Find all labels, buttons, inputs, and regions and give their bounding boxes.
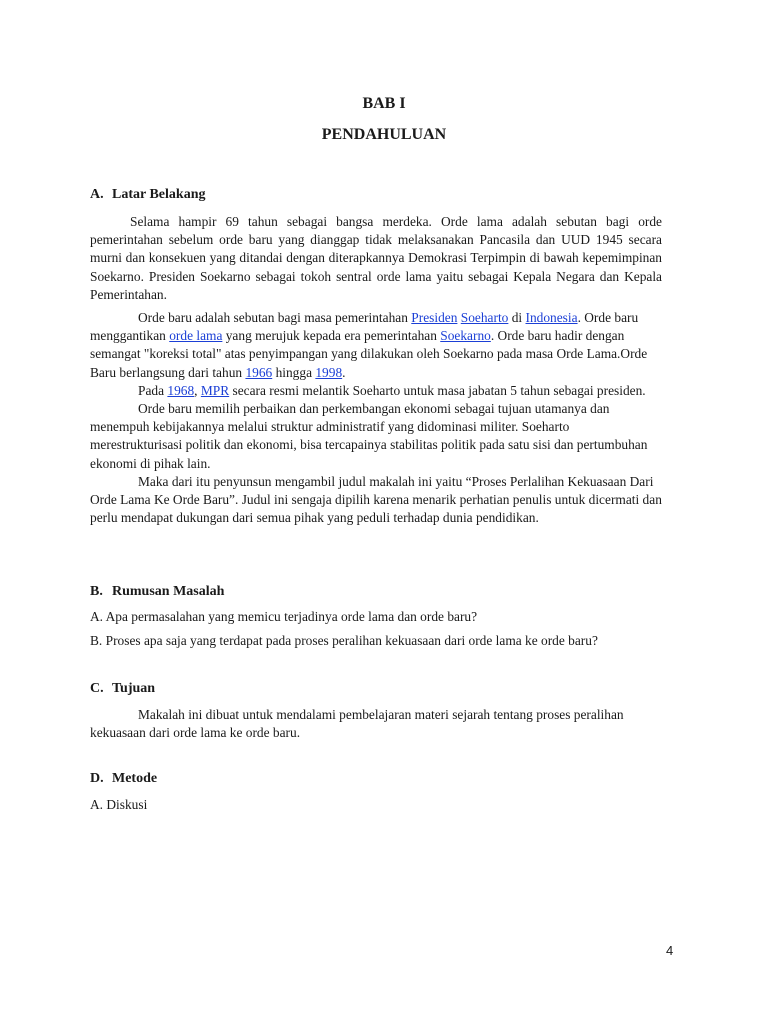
section-heading-metode: [90, 771, 157, 787]
paragraph-tujuan: Makalah ini dibuat untuk mendalami pembelajaran materi sejarah tentang proses peralihan kekuasaan dari orde lama ke orde baru.: [90, 707, 624, 741]
link-soeharto[interactable]: Soeharto: [460, 310, 509, 325]
paragraph-latar-group: [90, 309, 662, 527]
link-orde-lama[interactable]: orde lama: [169, 328, 223, 344]
link-soekarno[interactable]: Soekarno: [440, 328, 491, 344]
section-letter: B.: [90, 584, 103, 599]
link-mpr[interactable]: MPR: [200, 382, 230, 398]
paragraph-latar-2: Orde baru adalah sebutan bagi masa pemerintahan Presiden Soeharto di Indonesia. Orde baru menggantikan orde lama yang merujuk kepada era pemerintahan Soekarno. Orde baru hadir dengan semangat "koreksi total" atas penyimpangan yang dilakukan oleh Soekarno pada masa Orde Lama.Orde Baru berlangsung dari tahun 1966 hingga 1998.: [90, 310, 648, 380]
section-title: Rumusan Masalah: [112, 584, 225, 599]
list-item: B. Proses apa saja yang terdapat pada proses peralihan kekuasaan dari orde lama ke orde baru?: [90, 633, 598, 648]
chapter-title: PENDAHULUAN: [321, 126, 447, 143]
paragraph-latar-4: Orde baru memilih perbaikan dan perkembangan ekonomi sebagai tujuan utamanya dan menempuh kebijakannya melalui struktur administratif yang didominasi militer. Soeharto merestrukturisasi politik dan ekonomi, bisa tercapainya stabilitas politik pada satu sisi dan pertumbuhan ekonomi di pihak lain.: [90, 401, 648, 471]
section-title: Metode: [112, 771, 158, 786]
section-title: Latar Belakang: [112, 187, 206, 202]
section-heading-latar-belakang: [90, 187, 205, 203]
link-indonesia[interactable]: Indonesia: [525, 310, 578, 325]
link-presiden[interactable]: Presiden: [411, 310, 458, 325]
section-letter: A.: [90, 187, 104, 202]
section-title: Tujuan: [112, 681, 156, 696]
section-heading-tujuan: [90, 681, 155, 697]
paragraph-latar-5: Maka dari itu penyunsun mengambil judul makalah ini yaitu “Proses Perlalihan Kekuasaan Dari Orde Lama Ke Orde Baru”. Judul ini sengaja dipilih karena menarik perhatian penulis untuk dicermati dan perlu mendapat dukungan dari semua pihak yang peduli terhadap dunia pendidikan.: [90, 473, 662, 526]
link-1998[interactable]: 1998: [315, 364, 343, 380]
paragraph-latar-3: Pada 1968, MPR secara resmi melantik Soeharto untuk masa jabatan 5 tahun sebagai presiden.: [138, 382, 646, 398]
page-number: 4: [666, 943, 674, 958]
paragraph-latar-1: Selama hampir 69 tahun sebagai bangsa merdeka. Orde lama adalah sebutan bagi orde pemerintahan sebelum orde baru yang dianggap tidak melaksanakan Pancasila dan UUD 1945 secara murni dan konsekuen yang ditandai dengan diterapkannya Demokrasi Terpimpin di bawah kepemimpinan Soekarno. Presiden Soekarno sebagai tokoh sentral orde lama yaitu sebagai Kepala Negara dan Kepala Pemerintahan.: [90, 214, 662, 302]
section-heading-rumusan-masalah: [90, 584, 224, 600]
section-letter: D.: [90, 771, 104, 786]
list-item: A. Diskusi: [90, 797, 148, 812]
link-1966[interactable]: 1966: [245, 364, 273, 380]
chapter-number: BAB I: [362, 95, 406, 112]
section-letter: C.: [90, 681, 104, 696]
list-item: A. Apa permasalahan yang memicu terjadinya orde lama dan orde baru?: [90, 609, 478, 624]
link-1968[interactable]: 1968: [167, 382, 195, 398]
